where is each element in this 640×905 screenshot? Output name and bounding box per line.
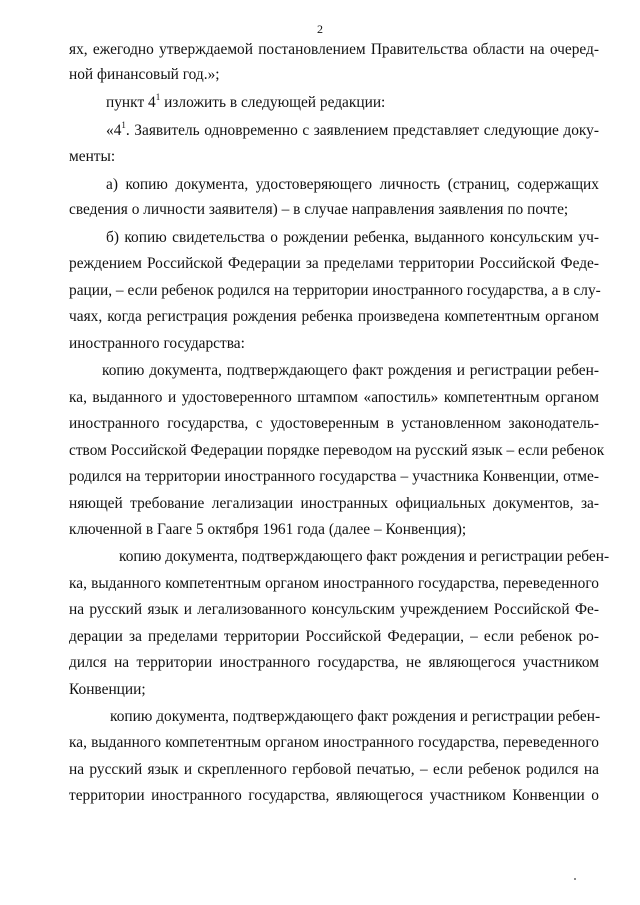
- text-line: иностранного государства, с удостоверенным в установленном законодатель-: [69, 415, 599, 432]
- scan-speck: [574, 878, 576, 880]
- text-line: иностранного государства:: [69, 335, 245, 352]
- text-line: на русский язык и скрепленного гербовой печатью, – если ребенок родился на: [69, 761, 599, 778]
- text-line: ях, ежегодно утверждаемой постановлением Правительства области на очеред-: [69, 41, 599, 58]
- text-line: б) копию свидетельства о рождении ребенка, выданного консульским уч-: [106, 229, 599, 246]
- page-number: 2: [317, 22, 323, 36]
- text-line: ка, выданного компетентным органом иностранного государства, переведенного: [69, 575, 599, 592]
- text-line: ной финансовый год.»;: [69, 66, 220, 83]
- text-line: дился на территории иностранного государства, не являющегося участником: [69, 654, 599, 671]
- text-line: ством Российской Федерации порядке переводом на русский язык – если ребенок: [69, 442, 605, 459]
- text-line: копию документа, подтверждающего факт рождения и регистрации ребен-: [119, 548, 610, 565]
- text-line: Конвенции;: [69, 681, 146, 698]
- text-line: сведения о личности заявителя) – в случае направления заявления по почте;: [69, 201, 569, 218]
- text-line: менты:: [69, 148, 116, 165]
- text-line: дерации за пределами территории Российской Федерации, – если ребенок ро-: [69, 628, 599, 645]
- text-line: реждением Российской Федерации за пределами территории Российской Феде-: [69, 255, 599, 272]
- text-line: на русский язык и легализованного консульским учреждением Российской Фе-: [69, 601, 599, 618]
- text-line: а) копию документа, удостоверяющего личность (страниц, содержащих: [106, 176, 599, 193]
- text-line: «$4^1$. Заявитель одновременно с заявлением представляет следующие доку-: [106, 119, 599, 139]
- text-line: ка, выданного компетентным органом иностранного государства, переведенного: [69, 734, 599, 751]
- text-line: копию документа, подтверждающего факт рождения и регистрации ребен-: [110, 708, 601, 725]
- text-line: копию документа, подтверждающего факт рождения и регистрации ребен-: [102, 362, 599, 379]
- text-line: рации, – если ребенок родился на территории иностранного государства, а в слу-: [69, 282, 601, 299]
- text-line: ключенной в Гааге 5 октября 1961 года (далее – Конвенция);: [69, 521, 467, 538]
- text-line: родился на территории иностранного государства – участника Конвенции, отме-: [69, 468, 599, 485]
- text-line: чаях, когда регистрация рождения ребенка произведена компетентным органом: [69, 308, 599, 325]
- text-line: пункт $4^1$ изложить в следующей редакции:: [106, 91, 386, 111]
- text-line: территории иностранного государства, являющегося участником Конвенции о: [69, 787, 599, 804]
- text-line: ка, выданного и удостоверенного штампом «апостиль» компетентным органом: [69, 389, 599, 406]
- text-line: няющей требование легализации иностранных официальных документов, за-: [69, 495, 599, 512]
